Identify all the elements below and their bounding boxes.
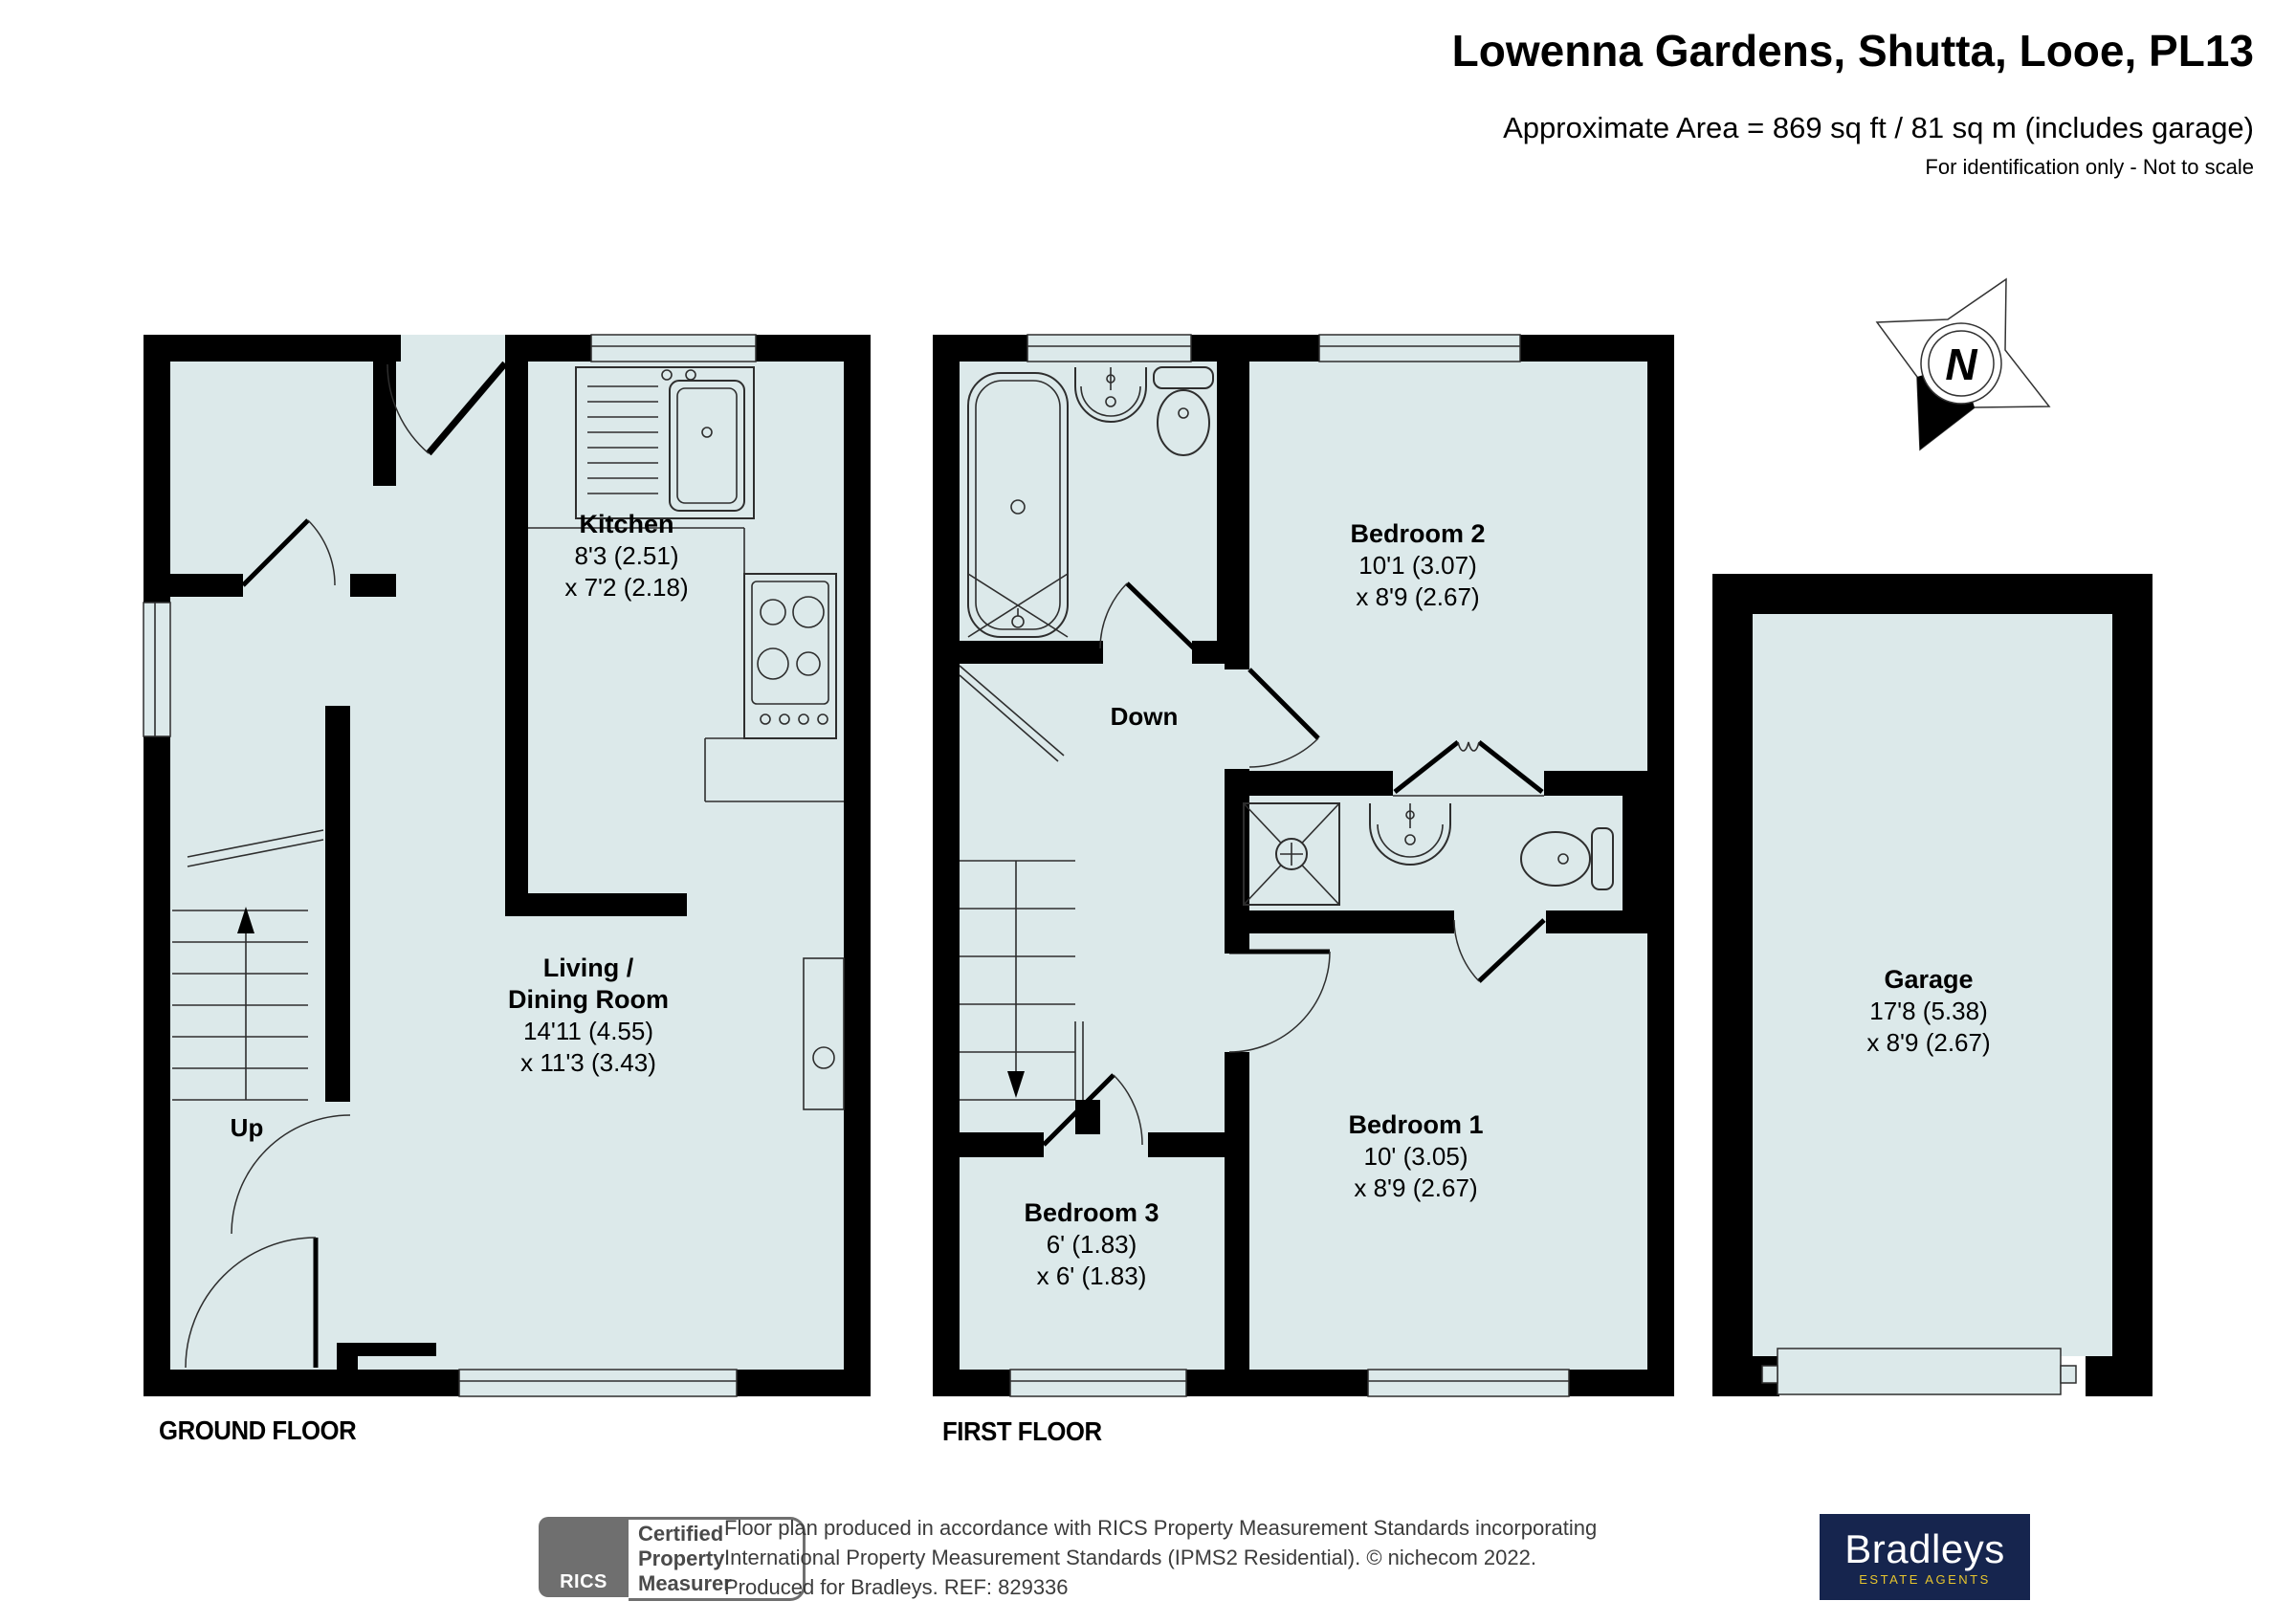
kitchen-window [591, 335, 756, 362]
ground-floor-caption: GROUND FLOOR [159, 1415, 357, 1445]
kitchen-dim2: x 7'2 (2.18) [564, 573, 689, 602]
scale-note: For identification only - Not to scale [1925, 155, 2254, 179]
bathroom-window [1027, 335, 1191, 362]
kitchen-label [564, 509, 688, 603]
kitchen-dim1: 8'3 (2.51) [574, 541, 679, 570]
bedroom1-dim2: x 8'9 (2.67) [1354, 1173, 1478, 1202]
bedroom1-dim1: 10' (3.05) [1363, 1142, 1468, 1171]
bedroom2-dim1: 10'1 (3.07) [1358, 551, 1477, 580]
compass-icon [1877, 279, 2049, 450]
hob-icon [744, 574, 836, 738]
bedroom1-window [1368, 1370, 1569, 1396]
living-window [459, 1370, 737, 1396]
living-name-line2: Dining Room [508, 985, 669, 1014]
bedroom2-name: Bedroom 2 [1350, 519, 1486, 548]
bedroom3-label [1024, 1197, 1159, 1292]
living-dining-label [508, 953, 669, 1079]
stairs-down-label: Down [1110, 702, 1179, 731]
garage-label [1866, 964, 1990, 1059]
bedroom3-window [1010, 1370, 1186, 1396]
badge-line-2: Property [638, 1546, 725, 1570]
agent-name: Bradleys [1844, 1525, 2005, 1571]
badge-line-1: Certified [638, 1522, 724, 1546]
living-dim1: 14'11 (4.55) [522, 1017, 654, 1045]
bedroom1-name: Bedroom 1 [1348, 1110, 1484, 1139]
rics-wordmark: RICS [560, 1571, 607, 1592]
rics-logo [539, 1517, 629, 1597]
living-dim2: x 11'3 (3.43) [520, 1048, 656, 1077]
garage-door-icon [1762, 1349, 2076, 1394]
disclaimer-line-2: International Property Measurement Standards (IPMS2 Residential). © nichecom 2022. [724, 1546, 1536, 1569]
bedroom2-window [1319, 335, 1520, 362]
stairs-up-label: Up [230, 1113, 264, 1142]
first-floor-caption: FIRST FLOOR [942, 1416, 1102, 1446]
bradleys-logo [1820, 1514, 2030, 1600]
disclaimer-line-1: Floor plan produced in accordance with RICS Property Measurement Standards incorporating [724, 1516, 1598, 1540]
garage-dim2: x 8'9 (2.67) [1866, 1028, 1991, 1057]
page-title: Lowenna Gardens, Shutta, Looe, PL13 [1451, 26, 2254, 76]
living-name-line1: Living / [542, 954, 634, 982]
bedroom3-dim1: 6' (1.83) [1046, 1230, 1137, 1259]
ground-floor-plan [144, 335, 871, 1396]
hall-window [144, 603, 170, 736]
bedroom3-name: Bedroom 3 [1024, 1198, 1159, 1227]
bedroom2-label [1350, 518, 1485, 613]
badge-line-3: Measurer [638, 1571, 732, 1595]
bedroom3-dim2: x 6' (1.83) [1036, 1261, 1147, 1290]
compass-north-letter: N [1945, 340, 1977, 389]
bedroom2-dim2: x 8'9 (2.67) [1356, 582, 1480, 611]
area-subtitle: Approximate Area = 869 sq ft / 81 sq m (includes garage) [1503, 111, 2254, 144]
bedroom1-label [1348, 1109, 1483, 1204]
kitchen-name: Kitchen [579, 510, 674, 538]
agent-tagline: ESTATE AGENTS [1859, 1571, 1991, 1587]
garage-name: Garage [1884, 965, 1974, 994]
disclaimer-line-3: Produced for Bradleys. REF: 829336 [724, 1575, 1069, 1599]
garage-dim1: 17'8 (5.38) [1869, 997, 1988, 1025]
